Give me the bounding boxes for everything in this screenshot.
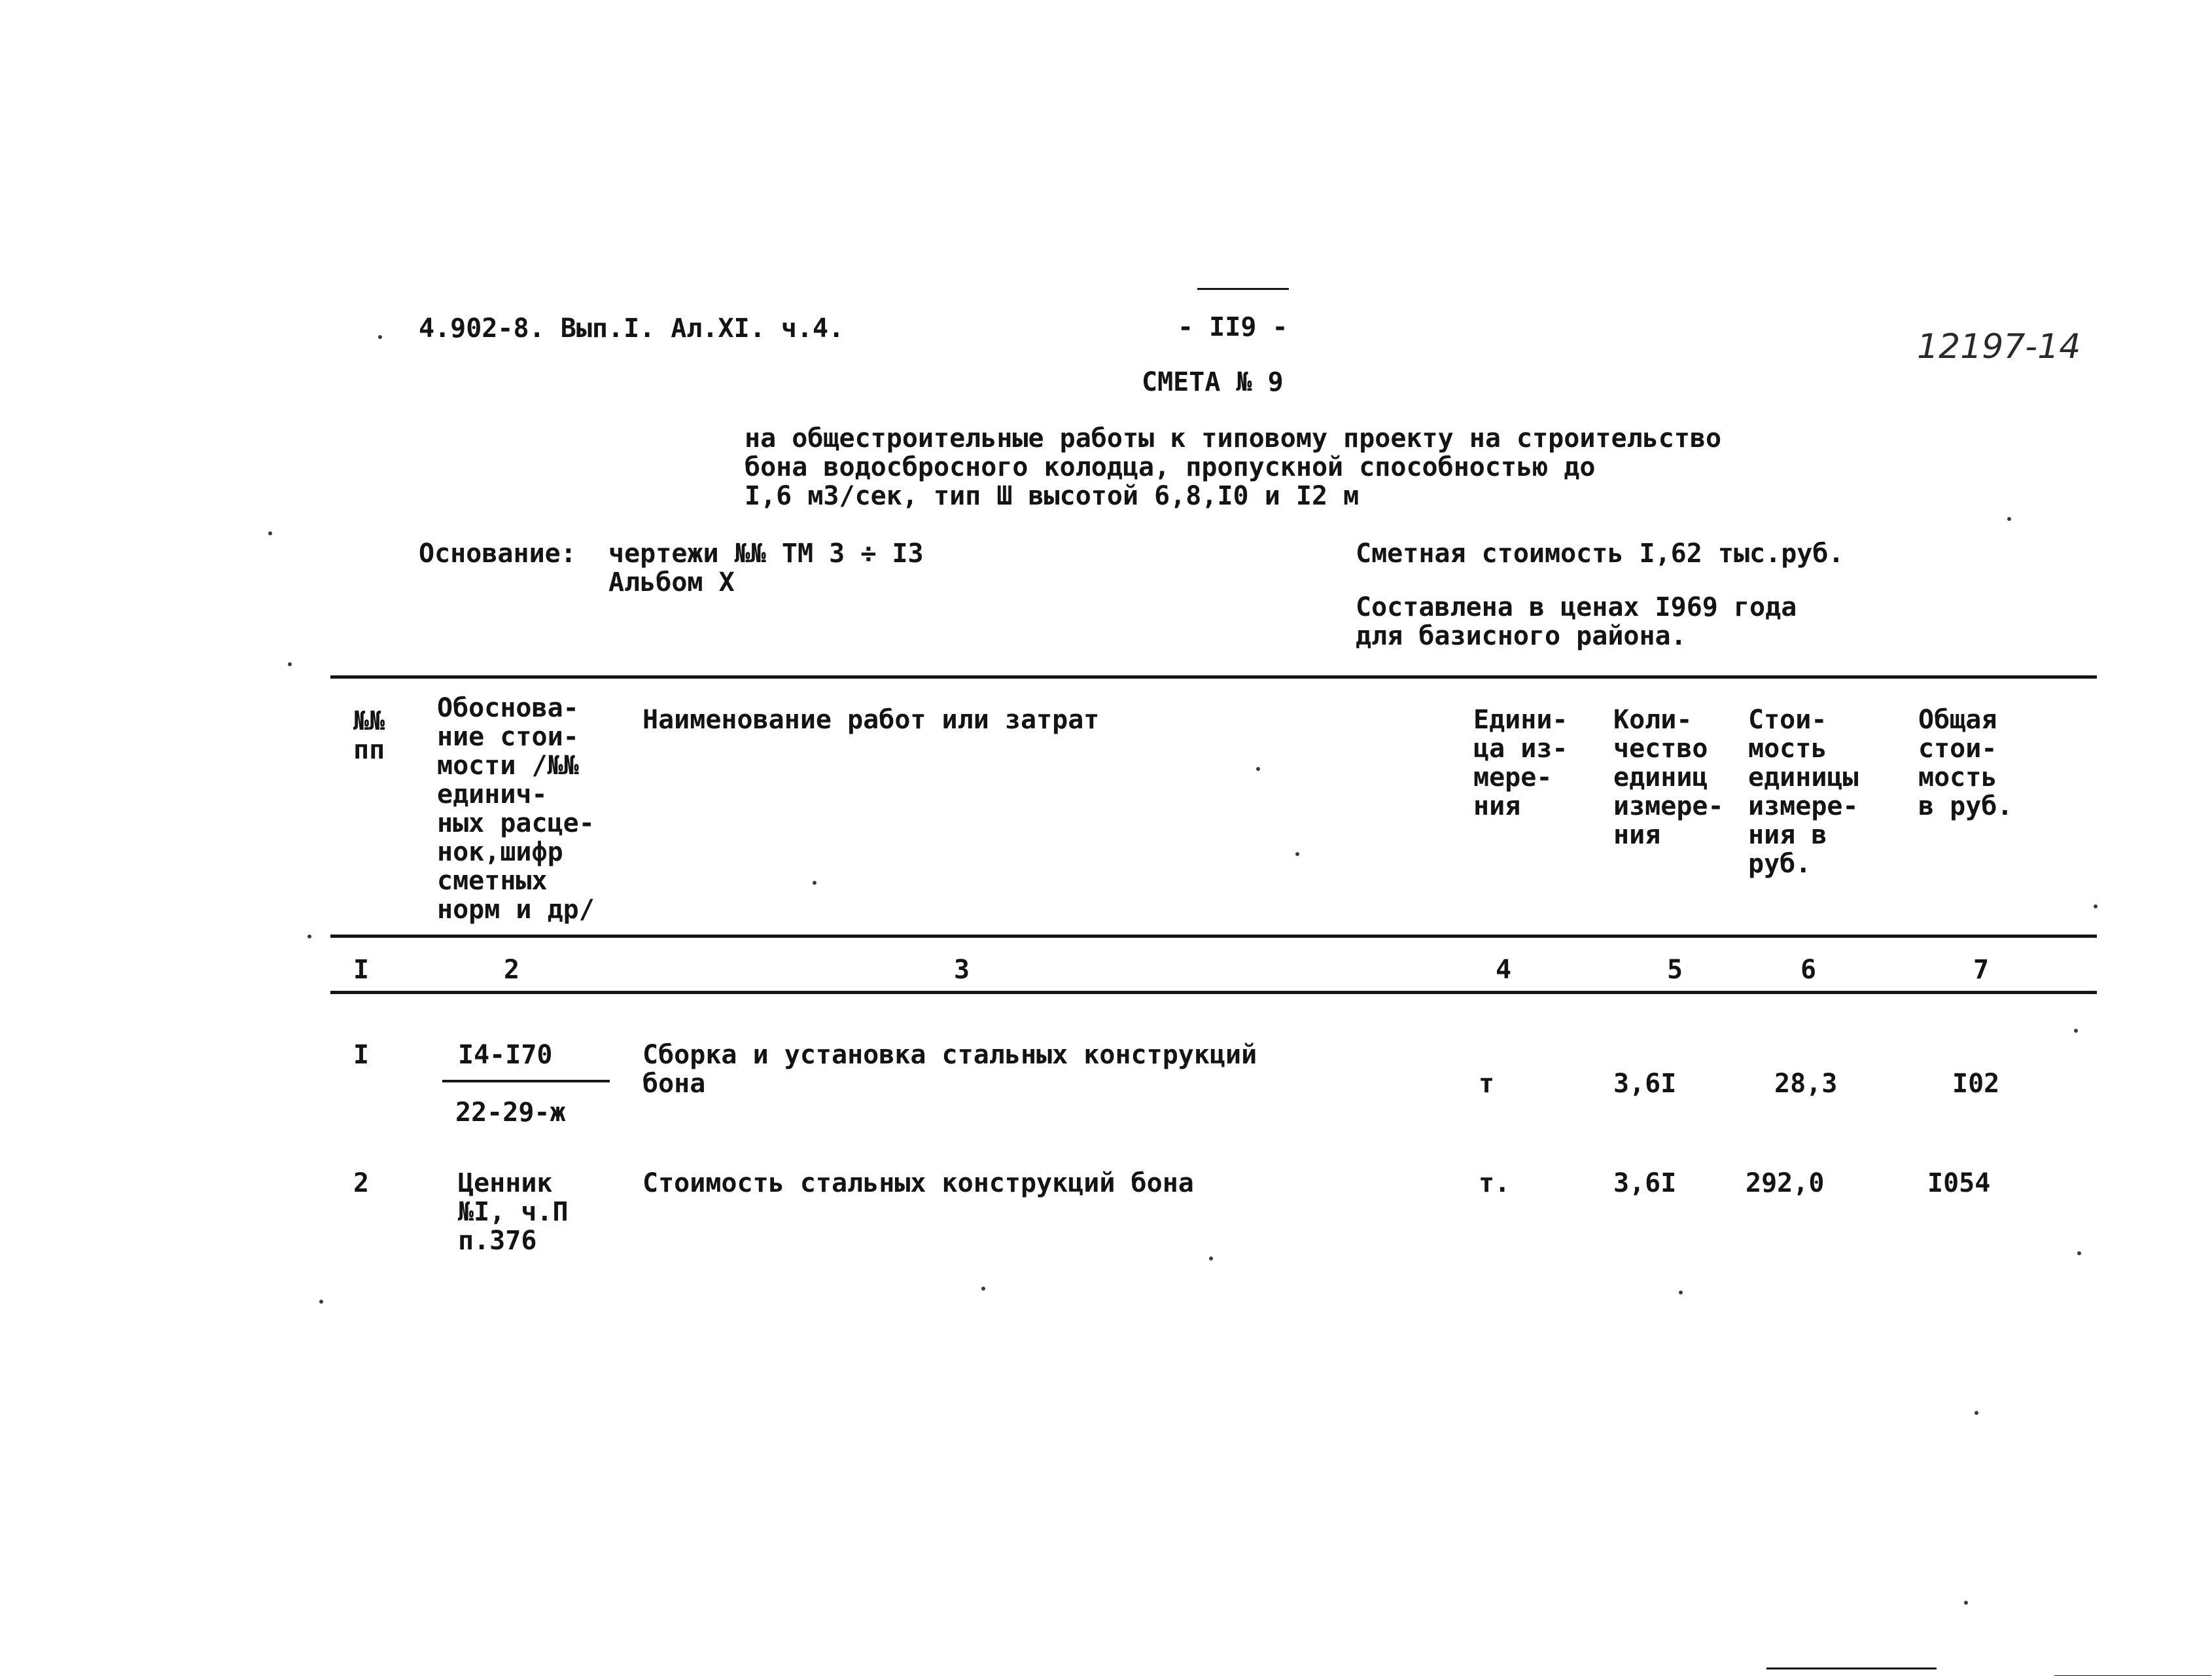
header-unit: Едини- ца из- мере- ния: [1473, 705, 1568, 821]
basis-album: Альбом X: [608, 567, 735, 597]
estimated-cost: Сметная стоимость I,62 тыс.руб.: [1356, 539, 1844, 569]
subtitle-line-1: на общестроительные работы к типовому проекту на строительство: [745, 423, 1722, 454]
row-unit: т.: [1479, 1168, 1511, 1198]
scan-speck: [2077, 1251, 2081, 1255]
scan-speck: [981, 1287, 985, 1291]
scan-speck: [1679, 1291, 1683, 1294]
scan-speck: [2094, 904, 2098, 908]
row-total-cost: I02: [1952, 1069, 2000, 1099]
column-number-3: 3: [954, 955, 970, 985]
prices-region: для базисного района.: [1356, 621, 1687, 651]
page-number-overline: [1197, 288, 1289, 290]
subtitle-line-3: I,6 м3/сек, тип Ш высотой 6,8,I0 и I2 м: [745, 481, 1360, 511]
header-bottom-rule: [330, 935, 2097, 938]
prices-year: Составлена в ценах I969 года: [1356, 592, 1797, 622]
basis-drawings: чертежи №№ ТМ 3 ÷ I3: [608, 539, 924, 569]
row-unit: т: [1479, 1069, 1495, 1099]
header-row-number: №№ пп: [353, 706, 385, 765]
handwritten-reference: 12197-14: [1917, 327, 2081, 366]
row-basis: Ценник №I, ч.П п.376: [458, 1168, 569, 1256]
row-unit-cost: 28,3: [1774, 1069, 1838, 1099]
column-numbers-rule: [330, 991, 2097, 994]
scan-speck: [1209, 1257, 1213, 1260]
row-work-name: Сборка и установка стальных конструкций бона: [642, 1040, 1257, 1099]
table-top-rule: [330, 675, 2097, 679]
header-basis: Обоснова- ние стои- мости /№№ единич- ных расце- нок,шифр сметных норм и др/: [437, 693, 595, 925]
scan-speck: [319, 1300, 323, 1304]
basis-label: Основание:: [419, 539, 576, 569]
column-number-2: 2: [504, 955, 520, 985]
header-total-cost: Общая стои- мость в руб.: [1918, 705, 2013, 821]
scan-speck: [307, 935, 311, 938]
row-quantity: 3,6I: [1613, 1168, 1677, 1198]
header-unit-cost: Стои- мость единицы измере- ния в руб.: [1748, 705, 1859, 879]
document-code: 4.902-8. Вып.I. Ал.XI. ч.4.: [419, 313, 845, 344]
page-number: - II9 -: [1178, 312, 1288, 342]
scan-speck: [813, 881, 816, 885]
column-number-1: I: [353, 955, 370, 985]
column-number-7: 7: [1973, 955, 1990, 985]
row-number: I: [353, 1040, 370, 1070]
column-number-4: 4: [1496, 955, 1512, 985]
row-quantity: 3,6I: [1613, 1069, 1677, 1099]
scan-speck: [2074, 1029, 2078, 1033]
column-number-5: 5: [1667, 955, 1683, 985]
column-number-6: 6: [1800, 955, 1817, 985]
row-basis-top: I4-I70: [458, 1040, 553, 1070]
row-total-cost: I054: [1927, 1168, 1991, 1198]
header-quantity: Коли- чество единиц измере- ния: [1613, 705, 1724, 850]
header-work-name: Наименование работ или затрат: [642, 705, 1100, 735]
row-basis-bottom: 22-29-ж: [455, 1097, 566, 1128]
scan-speck: [1256, 767, 1260, 771]
scan-speck: [288, 662, 292, 666]
subtitle-line-2: бона водосбросного колодца, пропускной способностью до: [745, 452, 1596, 482]
basis-fraction-line: [442, 1080, 610, 1082]
row-number: 2: [353, 1168, 370, 1198]
scan-speck: [1964, 1601, 1968, 1605]
scan-speck: [268, 531, 272, 535]
estimate-heading: СМЕТА № 9: [1142, 367, 1284, 397]
scan-speck: [2007, 517, 2011, 521]
scan-speck: [378, 335, 382, 339]
scan-speck: [1295, 852, 1299, 856]
row-unit-cost: 292,0: [1746, 1168, 1825, 1198]
scan-speck: [1975, 1411, 1978, 1415]
row-work-name: Стоимость стальных конструкций бона: [642, 1168, 1194, 1198]
scan-line: [1766, 1667, 1937, 1669]
